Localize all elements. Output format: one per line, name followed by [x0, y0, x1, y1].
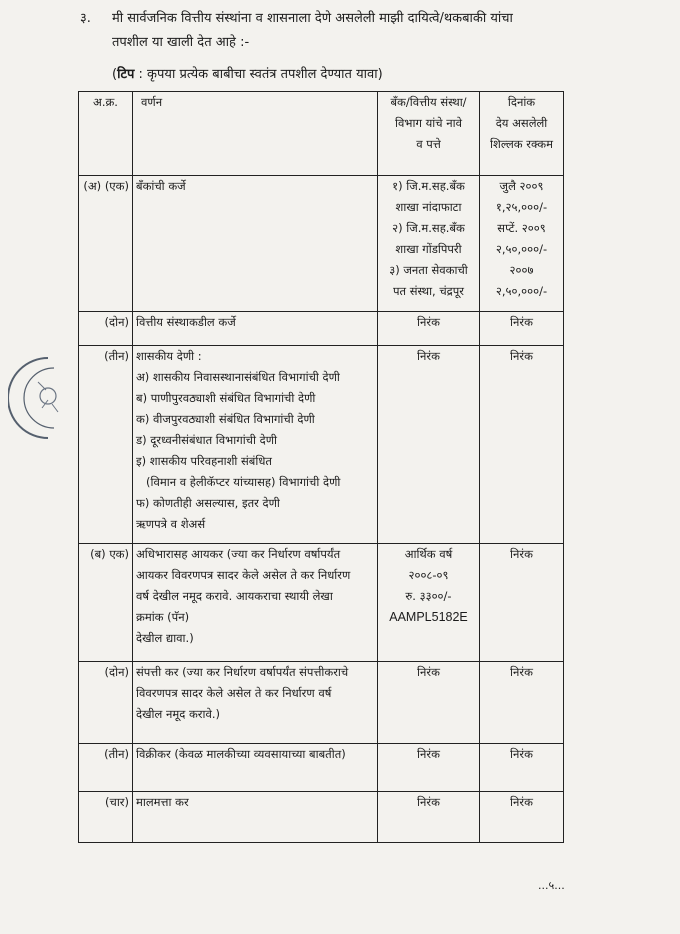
- header-sr: अ.क्र.: [79, 92, 133, 176]
- row-description: [133, 346, 378, 544]
- desc-line: शासकीय देणी :: [136, 349, 202, 363]
- row-date-amount: निरंक: [480, 744, 564, 792]
- bank-line: ३) जनता सेवकाची: [389, 263, 468, 277]
- header-note: [112, 64, 383, 86]
- row-description: मालमत्ता कर: [133, 792, 378, 843]
- row-bank-details: निरंक: [378, 792, 480, 843]
- row-bank-details: [378, 176, 480, 312]
- desc-line: इ) शासकीय परिवहनाशी संबंधित: [136, 454, 272, 468]
- bank-line: शाखा नांदाफाटा: [395, 200, 462, 214]
- bank-line: १) जि.म.सह.बँक: [392, 179, 465, 193]
- header-description: वर्णन: [133, 92, 378, 176]
- row-date-amount: निरंक: [480, 792, 564, 843]
- table-row: [79, 312, 564, 346]
- row-serial: (तीन): [79, 744, 133, 792]
- row-serial: (चार): [79, 792, 133, 843]
- header-bank-line: विभाग यांचे नावे: [395, 116, 462, 130]
- desc-line: ऋणपत्रे व शेअर्स: [136, 517, 206, 531]
- desc-line: देखील नमूद करावे.): [136, 707, 221, 721]
- amount-line: सप्टें. २००९: [497, 221, 546, 235]
- pan-number: AAMPL5182E: [389, 610, 468, 624]
- bank-line: शाखा गोंडपिपरी: [395, 242, 462, 256]
- amount-line: जुलै २००९: [499, 179, 544, 193]
- desc-line: ड) दूरध्वनीसंबंधात विभागांची देणी: [136, 433, 278, 447]
- desc-line: (विमान व हेलीकॅप्टर यांच्यासह) विभागांची देणी: [146, 475, 341, 489]
- table-header-row: [79, 92, 564, 176]
- note-text: : कृपया प्रत्येक बाबीचा स्वतंत्र तपशील देण्यात यावा): [138, 67, 383, 82]
- table-row: [79, 544, 564, 662]
- liabilities-table: [78, 91, 564, 843]
- row-description: [133, 662, 378, 744]
- bank-line: आर्थिक वर्ष: [404, 547, 453, 561]
- row-date-amount: निरंक: [480, 662, 564, 744]
- amount-line: १,२५,०००/-: [495, 200, 548, 214]
- bank-line: २) जि.म.सह.बँक: [392, 221, 465, 235]
- desc-line: वर्ष देखील नमूद करावे. आयकराचा स्थायी लेखा: [136, 589, 333, 603]
- row-description: [133, 544, 378, 662]
- official-seal-icon: [8, 352, 70, 444]
- header-bank-line: बँक/वित्तीय संस्था/: [390, 95, 467, 109]
- row-date-amount: [480, 176, 564, 312]
- row-bank-details: निरंक: [378, 744, 480, 792]
- page-number: ...५...: [538, 879, 565, 892]
- row-date-amount: निरंक: [480, 312, 564, 346]
- header-bank: [378, 92, 480, 176]
- row-serial: (ब) एक): [79, 544, 133, 662]
- desc-line: क) वीजपुरवठ्याशी संबंधित विभागांची देणी: [136, 412, 315, 426]
- header-date-line: दिनांक: [507, 95, 536, 109]
- desc-line: देखील द्यावा.): [136, 631, 194, 645]
- amount-line: २,५०,०००/-: [495, 284, 548, 298]
- table-row: [79, 346, 564, 544]
- row-serial: (तीन): [79, 346, 133, 544]
- row-bank-details: [378, 544, 480, 662]
- bank-line: २००८-०९: [408, 568, 449, 582]
- header-date-line: शिल्लक रक्कम: [490, 137, 553, 151]
- table-row: [79, 792, 564, 843]
- row-description: बँकांची कर्जे: [133, 176, 378, 312]
- desc-line: विवरणपत्र सादर केले असेल ते कर निर्धारण वर्ष: [136, 686, 332, 700]
- note-label: टिप: [117, 67, 135, 82]
- table-row: [79, 662, 564, 744]
- amount-line: २,५०,०००/-: [495, 242, 548, 256]
- note-open: (: [112, 67, 118, 82]
- row-description: विक्रीकर (केवळ मालकीच्या व्यवसायाच्या बाबतीत): [133, 744, 378, 792]
- row-bank-details: निरंक: [378, 662, 480, 744]
- header-bank-line: व पत्ते: [416, 137, 441, 151]
- item-number: ३.: [80, 11, 91, 26]
- amount-line: २००७: [509, 263, 534, 277]
- header-line-1: मी सार्वजनिक वित्तीय संस्थांना व शासनाला देणे असलेली माझी दायित्वे/थकबाकी यांचा: [112, 11, 513, 26]
- desc-line: फ) कोणतीही असल्यास, इतर देणी: [136, 496, 280, 510]
- row-description: वित्तीय संस्थाकडील कर्जे: [133, 312, 378, 346]
- bank-line: रु. ३३००/-: [405, 589, 452, 603]
- row-serial: (दोन): [79, 312, 133, 346]
- desc-line: अधिभारासह आयकर (ज्या कर निर्धारण वर्षापर्यंत: [136, 547, 341, 561]
- row-serial: (अ) (एक): [79, 176, 133, 312]
- header-date-line: देय असलेली: [495, 116, 548, 130]
- table-row: [79, 744, 564, 792]
- desc-line: संपत्ती कर (ज्या कर निर्धारण वर्षापर्यंत संपत्तीकराचे: [136, 665, 349, 679]
- row-bank-details: निरंक: [378, 312, 480, 346]
- desc-line: क्रमांक (पॅन): [136, 610, 190, 624]
- desc-line: ब) पाणीपुरवठ्याशी संबंधित विभागांची देणी: [136, 391, 316, 405]
- row-serial: (दोन): [79, 662, 133, 744]
- row-bank-details: निरंक: [378, 346, 480, 544]
- row-date-amount: निरंक: [480, 346, 564, 544]
- desc-line: अ) शासकीय निवासस्थानासंबंधित विभागांची देणी: [136, 370, 340, 384]
- header-date: [480, 92, 564, 176]
- desc-line: आयकर विवरणपत्र सादर केले असेल ते कर निर्धारण: [136, 568, 351, 582]
- row-date-amount: निरंक: [480, 544, 564, 662]
- header-line-2: तपशील या खाली देत आहे :-: [112, 35, 250, 50]
- table-row: [79, 176, 564, 312]
- bank-line: पत संस्था, चंद्रपूर: [392, 284, 465, 298]
